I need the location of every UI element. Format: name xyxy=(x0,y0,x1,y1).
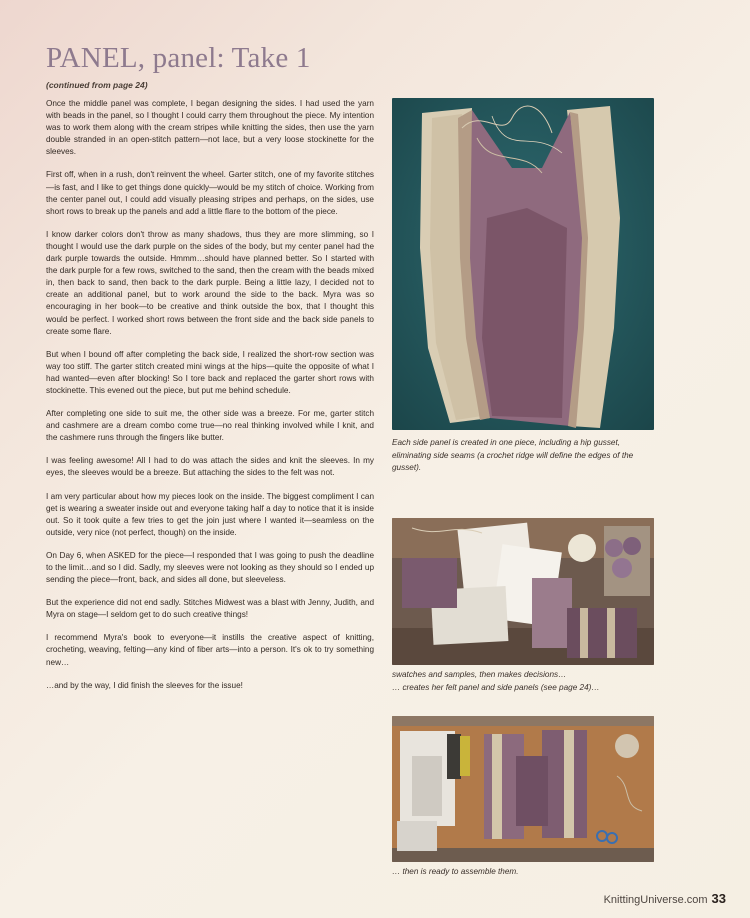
article-body xyxy=(46,98,374,703)
body-paragraph: On Day 6, when ASKED for the piece—I responded that I was going to push the deadline to the limit…and so I did. Sadly, my sleeves were not looking as they should so I ended up sending the piece—front, back, and sides all done, but sleeveless. xyxy=(46,550,374,585)
body-paragraph: I know darker colors don't throw as many shadows, thus they are more slimming, so I thought I would use the dark purple on the sides of the body, but my center panel had the dark purple towards the outside. Hmmm…should have planned better. So I started with the dark purple for a few rows, switched to the sand, then the cream with the beads mixed in, then back to sand, then back to the dark purple. Being a little lazy, I decided not to create an additional panel, but to work around the side to the back. Myra was so encouraging in her book—to be creative and think outside the box, that I thought this would be perfect. I worked short rows between the front side and the back side panels to create some flare. xyxy=(46,229,374,336)
photo-caption: swatches and samples, then makes decisions… xyxy=(392,670,567,679)
body-paragraph: Once the middle panel was complete, I began designing the sides. I had used the yarn with beads in the panel, so I thought I could carry them throughout the piece. My intention was to work them along with the cream stripes while knitting the sides, then use the yarn double stranded in an open-stitch pattern—not lace, but a very loose stockinette for the sleeves. xyxy=(46,99,374,157)
body-paragraph: I was feeling awesome! All I had to do was attach the sides and knit the sleeves. In my eyes, the sleeves would be a breeze. But attaching the sides to the felt was not. xyxy=(46,456,374,478)
site-name: KnittingUniverse.com xyxy=(603,894,708,906)
body-paragraph: But the experience did not end sadly. Stitches Midwest was a blast with Jenny, Judith, and Myra on stage—I seldom get to do such creative things! xyxy=(46,598,374,620)
body-paragraph: After completing one side to suit me, the other side was a breeze. For me, garter stitch and cashmere are a dream combo come true—no real thinking involved while I knit, and the cashmere runs through the fingers like butter. xyxy=(46,409,374,443)
continued-note: (continued from page 24) xyxy=(46,80,148,90)
body-paragraph: I recommend Myra's book to everyone—it instills the creative aspect of knitting, crocheting, weaving, felting—any kind of fiber arts—into a person. It's ok to try something new… xyxy=(46,633,374,667)
swatches-photo xyxy=(392,518,654,665)
photo-caption: … then is ready to assemble them. xyxy=(392,867,519,876)
body-paragraph: I am very particular about how my pieces look on the inside. The biggest compliment I can get is wearing a sweater inside out and everyone taking half a day to notice that it is inside out. So it took quite a few tries to get the join just where I wanted it—seamless on the outside, very nice (not perfect, though) on the inside. xyxy=(46,491,374,537)
body-paragraph: But when I bound off after completing the back side, I realized the short-row section was way too stiff. The garter stitch created mini wings at the hips—quite the opposite of what I had wanted—even after blocking! So I tore back and replaced the garter short rows with stockinette. This evened out the piece, but put me behind schedule. xyxy=(46,349,374,395)
photo-caption: … creates her felt panel and side panels (see page 24)… xyxy=(392,683,600,692)
body-paragraph: …and by the way, I did finish the sleeves for the issue! xyxy=(46,680,243,690)
article-title: PANEL, panel: Take 1 xyxy=(46,42,311,74)
page-number: 33 xyxy=(711,891,726,906)
assembly-photo xyxy=(392,716,654,862)
body-paragraph: First off, when in a rush, don't reinvent the wheel. Garter stitch, one of my favorite stitches—is fast, and I like to get things done quickly—would be my stitch of choice. Working from the center panel out, I could add visually pleasing stripes and perhaps, on the sides, use short rows to break up the panels and add a little flare to the bottom of the piece. xyxy=(46,170,374,216)
page-footer xyxy=(604,891,726,906)
side-panel-photo xyxy=(392,98,654,430)
photo-caption: Each side panel is created in one piece, including a hip gusset, eliminating side seams (a crochet ridge will define the edges of the gusset). xyxy=(392,438,634,472)
